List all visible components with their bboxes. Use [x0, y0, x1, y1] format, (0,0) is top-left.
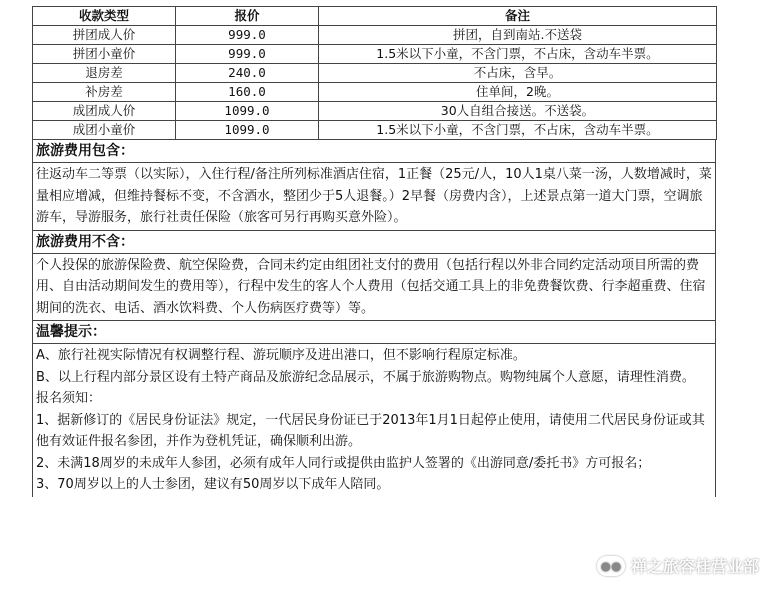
tip-line: A、旅行社视实际情况有权调整行程、游玩顺序及进出港口，但不影响行程原定标准。 — [36, 348, 526, 363]
row-note: 不占床，含早。 — [319, 64, 717, 83]
table-row — [33, 121, 717, 140]
excluded-text: 个人投保的旅游保险费、航空保险费，合同未约定由组团社支付的费用（包括行程以外非合同约定活动项目所需的费用、自由活动期间发生的费用等），行程中发生的客人个人费用（包括交通工具上的非免费餐饮费、行李超重费、住宿期间的洗衣、电话、酒水饮料费、个人伤病医疗费等）等。 — [36, 257, 706, 316]
tip-line: 报名须知： — [36, 391, 102, 406]
row-type: 拼团小童价 — [33, 45, 176, 64]
included-title: 旅游费用包含： — [33, 140, 715, 163]
header-note: 备注 — [319, 7, 717, 26]
tip-line: 3、70周岁以上的人士参团，建议有50周岁以下成年人陪同。 — [36, 477, 390, 492]
table-row — [33, 64, 717, 83]
row-price: 240.0 — [176, 64, 319, 83]
row-type: 拼团成人价 — [33, 26, 176, 45]
row-note: 30人自组合接送。不送袋。 — [319, 102, 717, 121]
tips-title: 温馨提示： — [33, 321, 715, 344]
excluded-title: 旅游费用不含： — [33, 231, 715, 254]
chat-bubble-icon: ●● — [597, 556, 625, 576]
row-type: 成团小童价 — [33, 121, 176, 140]
price-table — [32, 6, 717, 140]
header-type: 收款类型 — [33, 7, 176, 26]
tip-line: 1、据新修订的《居民身份证法》规定，一代居民身份证已于2013年1月1日起停止使用，请使用二代居民身份证或其他有效证件报名参团，并作为登机凭证，确保顺利出游。 — [36, 412, 705, 449]
table-row — [33, 102, 717, 121]
row-type: 补房差 — [33, 83, 176, 102]
tip-line: B、以上行程内部分景区设有土特产商品及旅游纪念品展示，不属于旅游购物点。购物纯属个人意愿，请理性消费。 — [36, 369, 695, 385]
excluded-section — [32, 231, 716, 322]
row-note: 1.5米以下小童，不含门票，不占床，含动车半票。 — [319, 45, 717, 64]
row-note: 1.5米以下小童，不含门票，不占床，含动车半票。 — [319, 121, 717, 140]
row-price: 999.0 — [176, 26, 319, 45]
row-note: 住单间，2晚。 — [319, 83, 717, 102]
row-type: 退房差 — [33, 64, 176, 83]
row-type: 成团成人价 — [33, 102, 176, 121]
watermark-text: 禅之旅容桂营业部 — [630, 557, 759, 576]
header-price: 报价 — [176, 7, 319, 26]
included-text: 往返动车二等票（以实际），入住行程/备注所列标准酒店住宿，1正餐（25元/人，10人1桌八菜一汤，人数增减时，菜量相应增减，但维持餐标不变，不含酒水，整团少于5人退餐。）2早餐（房费内含），上述景点第一道大门票，空调旅游车，导游服务，旅行社责任保险（旅客可另行再购买意外险）。 — [36, 167, 712, 225]
row-price: 999.0 — [176, 45, 319, 64]
included-section — [32, 140, 716, 231]
itinerary-document — [32, 6, 716, 497]
row-note: 拼团，自到南站.不送袋 — [319, 26, 717, 45]
table-row — [33, 26, 717, 45]
row-price: 160.0 — [176, 83, 319, 102]
table-header-row — [33, 7, 717, 26]
watermark — [597, 554, 759, 577]
tip-line: 2、未满18周岁的未成年人参团，必须有成年人同行或提供由监护人签署的《出游同意/委托书》方可报名； — [36, 455, 651, 471]
row-price: 1099.0 — [176, 121, 319, 140]
table-row — [33, 45, 717, 64]
tips-section — [32, 321, 716, 497]
row-price: 1099.0 — [176, 102, 319, 121]
table-row — [33, 83, 717, 102]
